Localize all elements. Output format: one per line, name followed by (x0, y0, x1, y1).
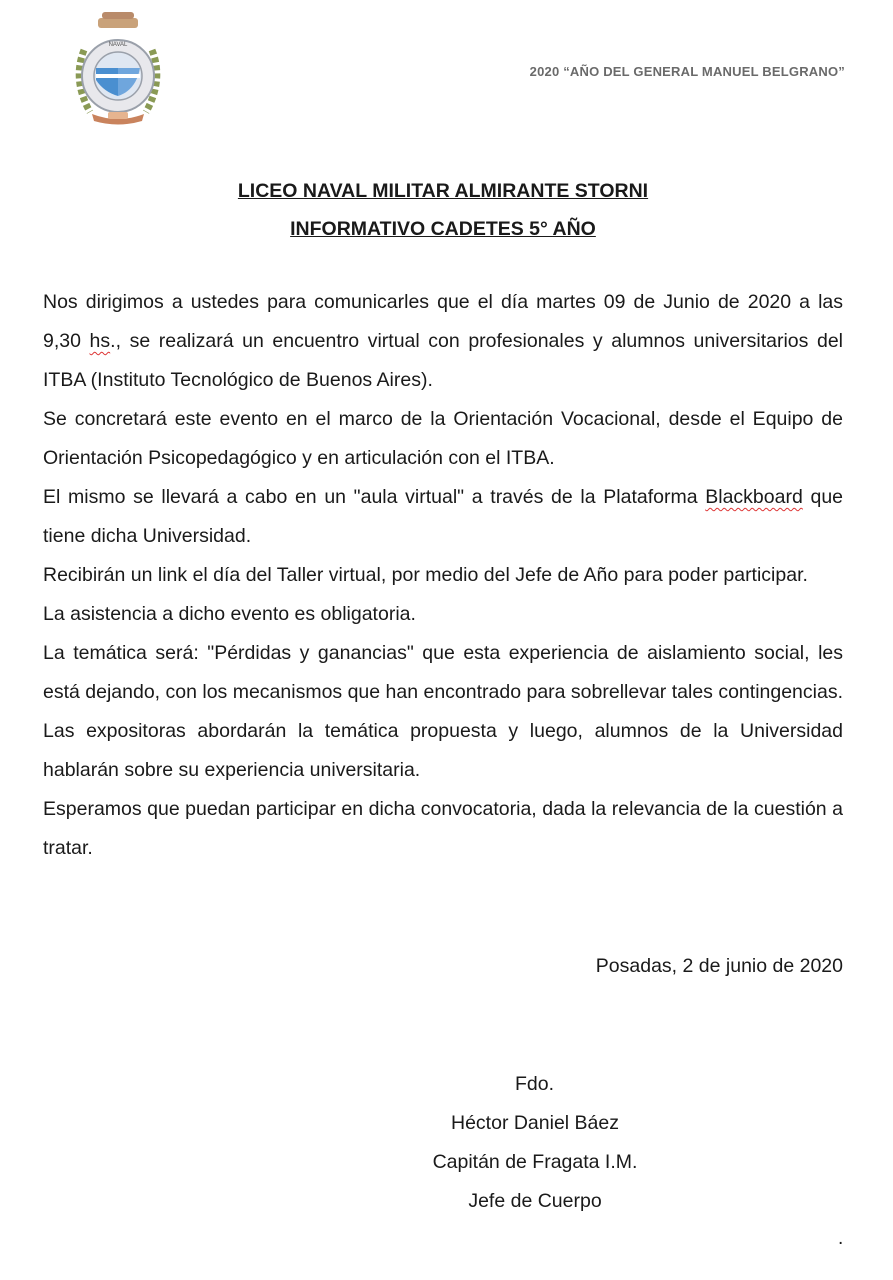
document-titles (0, 172, 886, 248)
signature-fdo: Fdo. (514, 1073, 555, 1095)
signatory-rank: Capitán de Fragata I.M. (432, 1151, 638, 1173)
paragraph-2: Se concretará este evento en el marco de la Orientación Vocacional, desde el Equipo de Orientación Psicopedagógico y en articulación con el ITBA. (43, 408, 843, 469)
paragraph-7: Las expositoras abordarán la temática propuesta y luego, alumnos de la Universidad hablarán sobre su experiencia universitaria. (43, 720, 843, 781)
paragraph-5: La asistencia a dicho evento es obligatoria. (43, 603, 416, 625)
paragraph-8: Esperamos que puedan participar en dicha convocatoria, dada la relevancia de la cuestión a tratar. (43, 798, 843, 859)
paragraph-4: Recibirán un link el día del Taller virtual, por medio del Jefe de Año para poder participar. (43, 564, 808, 586)
paragraph-6: La temática será: "Pérdidas y ganancias" que esta experiencia de aislamiento social, les está dejando, con los mecanismos que han encontrado para sobrellevar tales contingencias. (43, 642, 843, 703)
signature-block (350, 1065, 720, 1221)
place-date: Posadas, 2 de junio de 2020 (595, 955, 843, 977)
svg-text:NAVAL: NAVAL (108, 42, 128, 48)
signatory-role: Jefe de Cuerpo (468, 1190, 602, 1212)
trailing-mark: . (838, 1228, 844, 1249)
institution-title: LICEO NAVAL MILITAR ALMIRANTE STORNI (237, 180, 649, 202)
naval-school-crest-icon (68, 10, 168, 128)
spellcheck-word-hs: hs (89, 330, 111, 352)
signatory-name: Héctor Daniel Báez (451, 1112, 619, 1134)
year-motto: 2020 “AÑO DEL GENERAL MANUEL BELGRANO” (529, 64, 845, 79)
notice-title: INFORMATIVO CADETES 5° AÑO (290, 218, 596, 240)
paragraph-3: El mismo se llevará a cabo en un "aula virtual" a través de la Plataforma Blackboard que tiene dicha Universidad. (43, 486, 844, 547)
spellcheck-word-blackboard: Blackboard (705, 486, 803, 508)
paragraph-1: Nos dirigimos a ustedes para comunicarles que el día martes 09 de Junio de 2020 a las 9,30 hs., se realizará un encuentro virtual con profesionales y alumnos universitarios del ITBA (Instituto Tecnológico de Buenos Aires). (43, 291, 844, 391)
document-body (43, 283, 843, 868)
